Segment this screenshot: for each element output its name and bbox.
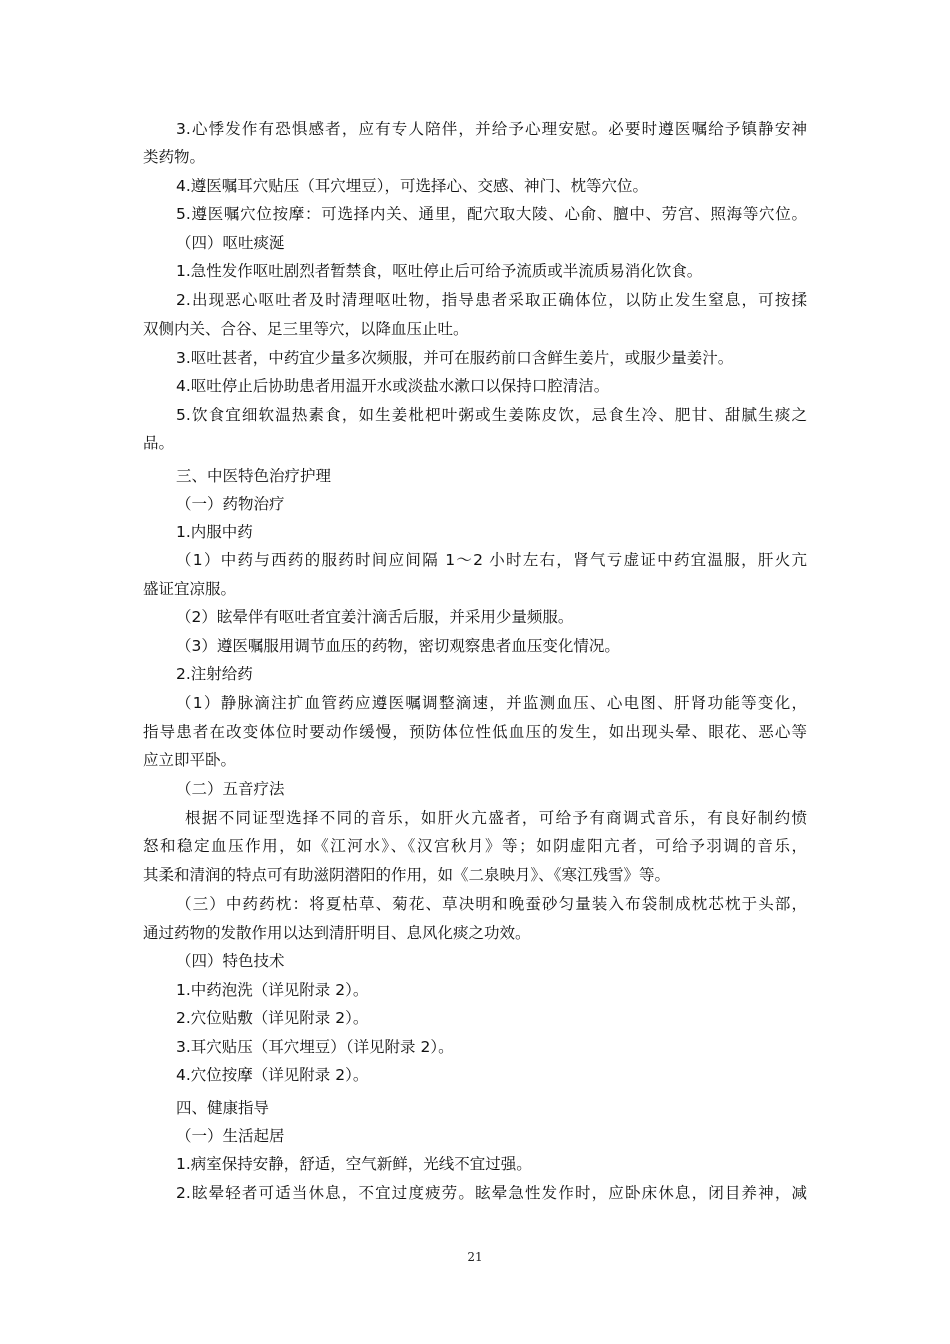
text-line: 2.眩晕轻者可适当休息，不宜过度疲劳。眩晕急性发作时，应卧床休息，闭目养神，减: [176, 1184, 807, 1202]
text-line: 4.遵医嘱耳穴贴压（耳穴埋豆），可选择心、交感、神门、枕等穴位。: [176, 177, 649, 195]
text-line: 四、健康指导: [176, 1099, 270, 1117]
text-line: 3.心悸发作有恐惧感者，应有专人陪伴，并给予心理安慰。必要时遵医嘱给予镇静安神: [176, 120, 807, 138]
text-line: 1.中药泡洗（详见附录 2）。: [176, 981, 369, 999]
text-line: 品。: [143, 434, 175, 452]
text-line: 4.呕吐停止后协助患者用温开水或淡盐水漱口以保持口腔清洁。: [176, 377, 610, 395]
text-line: （四）特色技术: [176, 952, 285, 970]
text-line: 双侧内关、合谷、足三里等穴，以降血压止吐。: [143, 320, 469, 338]
text-line: 盛证宜凉服。: [143, 580, 237, 598]
text-line: （1）静脉滴注扩血管药应遵医嘱调整滴速，并监测血压、心电图、肝肾功能等变化，: [176, 694, 807, 712]
text-line: 3.呕吐甚者，中药宜少量多次频服，并可在服药前口含鲜生姜片，或服少量姜汁。: [176, 349, 734, 367]
text-line: 类药物。: [143, 148, 206, 166]
text-line: 三、中医特色治疗护理: [176, 467, 332, 485]
text-line: 怒和稳定血压作用，如《江河水》、《汉宫秋月》等；如阴虚阳亢者，可给予羽调的音乐，: [143, 837, 807, 855]
text-line: 2.出现恶心呕吐者及时清理呕吐物，指导患者采取正确体位，以防止发生窒息，可按揉: [176, 291, 807, 309]
text-line: （三）中药药枕：将夏枯草、菊花、草决明和晚蚕砂匀量装入布袋制成枕芯枕于头部，: [176, 895, 807, 913]
text-line: （一）生活起居: [176, 1127, 285, 1145]
text-line: 2.穴位贴敷（详见附录 2）。: [176, 1009, 369, 1027]
page-number: 21: [467, 1250, 483, 1264]
text-line: （二）五音疗法: [176, 780, 285, 798]
text-line: 5.饮食宜细软温热素食，如生姜枇杷叶粥或生姜陈皮饮，忌食生冷、肥甘、甜腻生痰之: [176, 406, 807, 424]
text-line: （一）药物治疗: [176, 495, 285, 513]
text-line: 指导患者在改变体位时要动作缓慢，预防体位性低血压的发生，如出现头晕、眼花、恶心等: [143, 723, 807, 741]
text-line: （四）呕吐痰涎: [176, 234, 285, 252]
text-line: 1.急性发作呕吐剧烈者暂禁食，呕吐停止后可给予流质或半流质易消化饮食。: [176, 262, 703, 280]
text-line: 根据不同证型选择不同的音乐，如肝火亢盛者，可给予有商调式音乐，有良好制约愤: [185, 809, 807, 827]
text-line: 其柔和清润的特点可有助滋阴潜阳的作用，如《二泉映月》、《寒江残雪》等。: [143, 866, 671, 884]
text-line: 4.穴位按摩（详见附录 2）。: [176, 1066, 369, 1084]
text-line: 通过药物的发散作用以达到清肝明目、息风化痰之功效。: [143, 924, 531, 942]
text-line: 3.耳穴贴压（耳穴埋豆）（详见附录 2）。: [176, 1038, 454, 1056]
text-line: （3）遵医嘱服用调节血压的药物，密切观察患者血压变化情况。: [176, 637, 620, 655]
text-line: （1）中药与西药的服药时间应间隔 1～2 小时左右，肾气亏虚证中药宜温服，肝火亢: [176, 551, 807, 569]
text-line: 2.注射给药: [176, 665, 253, 683]
text-line: （2）眩晕伴有呕吐者宜姜汁滴舌后服，并采用少量频服。: [176, 608, 574, 626]
text-line: 1.内服中药: [176, 523, 253, 541]
text-line: 1.病室保持安静，舒适，空气新鲜，光线不宜过强。: [176, 1155, 532, 1173]
text-line: 应立即平卧。: [143, 751, 237, 769]
text-line: 5.遵医嘱穴位按摩：可选择内关、通里，配穴取大陵、心俞、膻中、劳宫、照海等穴位。: [176, 205, 807, 223]
